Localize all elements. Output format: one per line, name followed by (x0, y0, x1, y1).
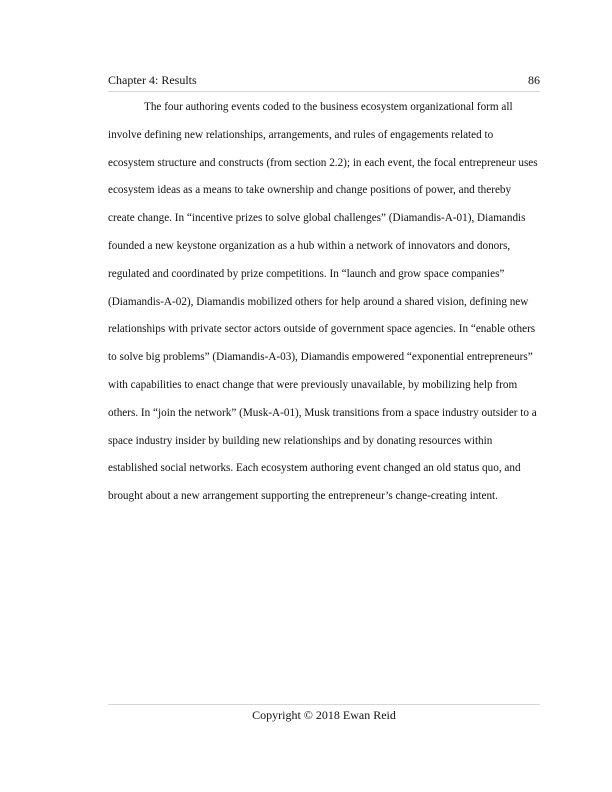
page-header (108, 73, 540, 89)
chapter-title: Chapter 4: Results (108, 73, 197, 87)
footer-divider (108, 704, 540, 705)
body-paragraph: The four authoring events coded to the business ecosystem organizational form all involve defining new relationships, arrangements, and rules of engagements related to ecosystem structure and constructs (from section 2.2); in each event, the focal entrepreneur uses ecosystem ideas as a means to take ownership and change positions of power, and thereby create change. In “incentive prizes to solve global challenges” (Diamandis-A-01), Diamandis founded a new keystone organization as a hub within a network of innovators and donors, regulated and coordinated by prize competitions. In “launch and grow space companies” (Diamandis-A-02), Diamandis mobilized others for help around a shared vision, defining new relationships with private sector actors outside of government space agencies. In “enable others to solve big problems” (Diamandis-A-03), Diamandis empowered “exponential entrepreneurs” with capabilities to enact change that were previously unavailable, by mobilizing help from others. In “join the network” (Musk-A-01), Musk transitions from a space industry outsider to a space industry insider by building new relationships and by donating resources within established social networks. Each ecosystem authoring event changed an old status quo, and brought about a new arrangement supporting the entrepreneur’s change-creating intent. (108, 101, 538, 503)
header-divider (108, 91, 540, 92)
copyright-footer: Copyright © 2018 Ewan Reid (252, 708, 396, 722)
page-number: 86 (528, 73, 540, 87)
